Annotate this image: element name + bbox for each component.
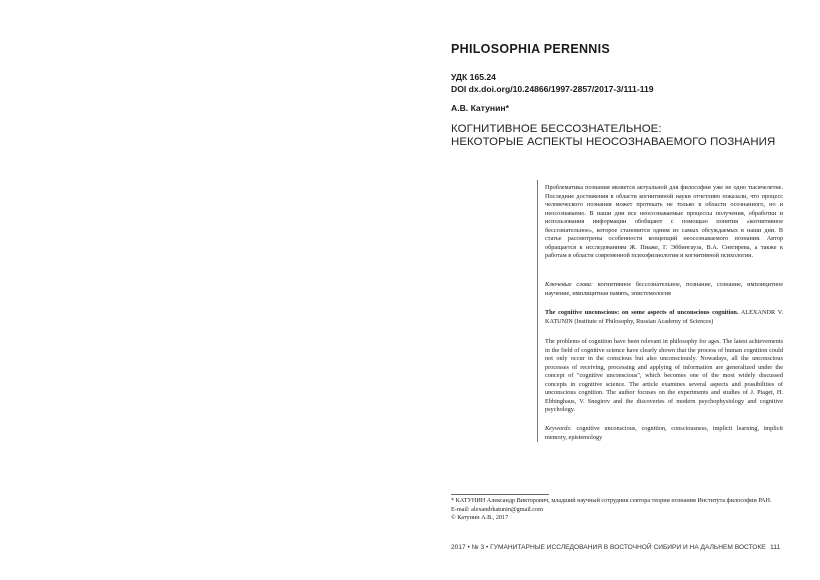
english-title-block (545, 309, 783, 326)
keywords-russian (545, 281, 783, 298)
article-title-line-2: НЕКОТОРЫЕ АСПЕКТЫ НЕОСОЗНАВАЕМОГО ПОЗНАНИЯ (451, 136, 776, 148)
english-title: The cognitive unconscious: on some aspects of unconscious cognition. (545, 309, 739, 316)
keywords-russian-label: Ключевые слова: (545, 281, 593, 288)
keywords-russian-list: когнитивное бессознательное, познание, сознание, имплицитное научение, имплицитная память, эпистемология (545, 281, 783, 297)
udk-code: УДК 165.24 (451, 72, 496, 82)
doi-link[interactable]: DOI dx.doi.org/10.24866/1997-2857/2017-3/111-119 (451, 83, 654, 94)
footnote-email[interactable]: E-mail: alexandrkatunin@gmail.com (451, 505, 543, 513)
keywords-english (545, 425, 783, 442)
abstract-russian-text: Проблематика познания является актуальной для философии уже не одно тысячелетие. Последние достижения в области когнитивной науки отчетливо показали, что процесс человеческого познания может протекать не только в области осознанного, но и неосознаваемо. В наши дни все неосознаваемые процессы получения, обработки и использования информации обобщают с помощью понятия «когнитивное бессознательное», которое становится одним из самых обсуждаемых в наши дни. В статье рассмотрены особенности концепций неосознаваемого познания. Автор обращается к исследованиям Ж. Пиаже, Г. Эббингауза, В.А. Снегирева, а также к работам в области современной психофизиологии и когнитивной психологии. (545, 184, 783, 259)
article-identifiers (451, 72, 654, 95)
footnote-rule (451, 494, 549, 495)
abstract-divider-rule (537, 180, 538, 442)
footnote-copyright: © Катунин А.В., 2017 (451, 514, 509, 521)
section-heading: PHILOSOPHIA PERENNIS (451, 42, 611, 56)
author-footnote (451, 497, 783, 523)
author-name: А.В. Катунин* (451, 103, 509, 113)
footnote-affiliation: * КАТУНИН Александр Викторович, младший научный сотрудник сектора теории познания Института философии РАН. (451, 497, 772, 504)
abstract-english (545, 338, 783, 415)
keywords-english-label: Keywords: (545, 425, 572, 432)
abstract-russian (545, 184, 783, 261)
article-title-line-1: КОГНИТИВНОЕ БЕССОЗНАТЕЛЬНОЕ: (451, 123, 662, 135)
abstract-english-text: The problems of cognition have been relevant in philosophy for ages. The latest achievements in the field of cognitive science have clearly shown that the process of human cognition could not only occur in the conscious but also unconsciously. Nowadays, all the unconscious processes of receiving, processing and applying of information are generalized under the concept of "cognitive unconscious", which becomes one of the most widely discussed concepts in cognitive science. The article examines several aspects and possibilities of unconscious cognition. The author focuses on the experiments and studies of J. Piaget, H. Ebbinghaus, V. Snegirev and the discoveries of modern psychophysiology and cognitive psychology. (545, 338, 783, 413)
keywords-english-list: cognitive unconscious, cognition, consciousness, implicit learning, implicit memory, epistemology (545, 425, 783, 441)
journal-footer: 2017 • № 3 • ГУМАНИТАРНЫЕ ИССЛЕДОВАНИЯ В ВОСТОЧНОЙ СИБИРИ И НА ДАЛЬНЕМ ВОСТОКЕ (451, 544, 766, 551)
english-author-line: ALEXANDR V. KATUNIN (Institute of Philosophy, Russian Academy of Sciences) (545, 309, 784, 325)
page-number: 111 (770, 544, 781, 551)
article-title (451, 123, 775, 149)
